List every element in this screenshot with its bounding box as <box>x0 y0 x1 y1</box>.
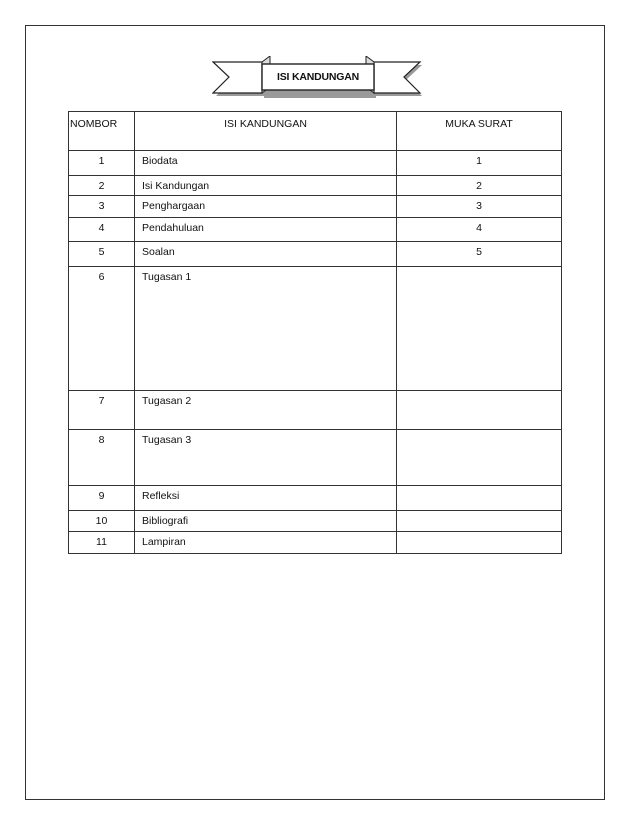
table-row <box>69 430 562 486</box>
row-number: 4 <box>69 218 135 242</box>
table-row <box>69 532 562 554</box>
row-page <box>397 511 562 532</box>
row-title: Biodata <box>135 151 397 176</box>
table-header-row <box>69 112 562 151</box>
page-title: ISI KANDUNGAN <box>277 71 359 83</box>
row-page: 3 <box>397 196 562 218</box>
row-number: 11 <box>69 532 135 554</box>
row-title: Refleksi <box>135 486 397 511</box>
row-title: Lampiran <box>135 532 397 554</box>
row-number: 3 <box>69 196 135 218</box>
table-row <box>69 151 562 176</box>
row-page: 4 <box>397 218 562 242</box>
row-title: Bibliografi <box>135 511 397 532</box>
row-page <box>397 267 562 391</box>
row-page <box>397 532 562 554</box>
row-number: 1 <box>69 151 135 176</box>
row-number: 5 <box>69 242 135 267</box>
row-title: Pendahuluan <box>135 218 397 242</box>
row-number: 6 <box>69 267 135 391</box>
row-number: 9 <box>69 486 135 511</box>
row-page <box>397 486 562 511</box>
row-number: 7 <box>69 391 135 430</box>
row-number: 10 <box>69 511 135 532</box>
header-page: MUKA SURAT <box>397 112 562 151</box>
row-page: 2 <box>397 176 562 196</box>
table-row <box>69 242 562 267</box>
row-number: 2 <box>69 176 135 196</box>
table-row <box>69 196 562 218</box>
row-number: 8 <box>69 430 135 486</box>
table-row <box>69 486 562 511</box>
row-page: 5 <box>397 242 562 267</box>
row-title: Tugasan 2 <box>135 391 397 430</box>
table-row <box>69 267 562 391</box>
contents-table <box>68 111 562 554</box>
table-row <box>69 176 562 196</box>
title-banner <box>212 56 424 100</box>
row-page <box>397 391 562 430</box>
table-row <box>69 511 562 532</box>
row-title: Tugasan 3 <box>135 430 397 486</box>
row-title: Soalan <box>135 242 397 267</box>
table-row <box>69 391 562 430</box>
row-page <box>397 430 562 486</box>
row-page: 1 <box>397 151 562 176</box>
table-row <box>69 218 562 242</box>
row-title: Penghargaan <box>135 196 397 218</box>
header-number: NOMBOR <box>69 112 135 151</box>
header-content: ISI KANDUNGAN <box>135 112 397 151</box>
row-title: Isi Kandungan <box>135 176 397 196</box>
row-title: Tugasan 1 <box>135 267 397 391</box>
